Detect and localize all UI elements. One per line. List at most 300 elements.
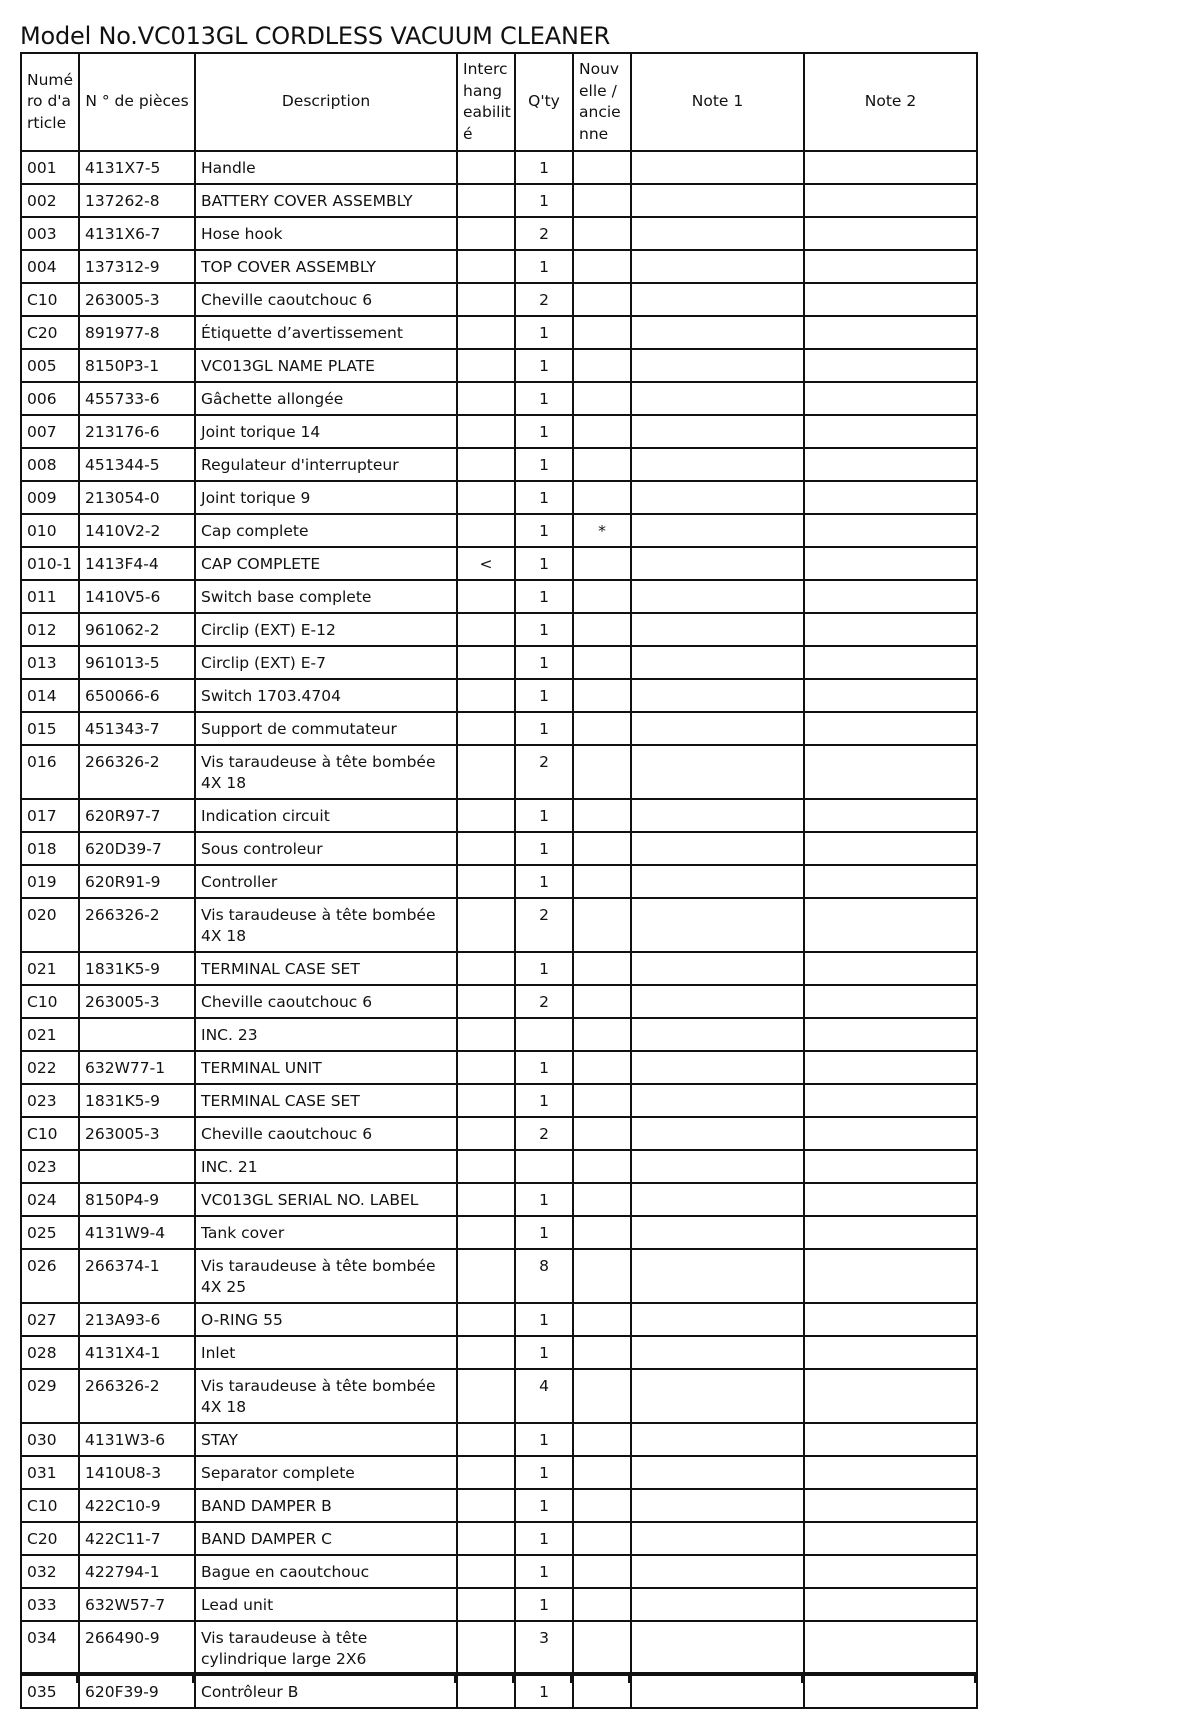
cell-note1	[631, 184, 804, 217]
table-row	[21, 712, 977, 745]
cell-interchangeability	[457, 646, 515, 679]
cell-description: Indication circuit	[195, 799, 457, 832]
cell-note1	[631, 679, 804, 712]
cell-note1	[631, 745, 804, 799]
cell-note1	[631, 481, 804, 514]
cell-description: Vis taraudeuse à tête cylindrique large 2X6	[195, 1621, 457, 1675]
cell-interchangeability	[457, 1183, 515, 1216]
cell-note1	[631, 283, 804, 316]
cell-qty: 1	[515, 316, 573, 349]
col-header-note2: Note 2	[804, 53, 977, 151]
cell-part-no: 1410V2-2	[79, 514, 195, 547]
cell-interchangeability	[457, 151, 515, 184]
cell-part-no: 266490-9	[79, 1621, 195, 1675]
cell-qty: 1	[515, 1489, 573, 1522]
cell-part-no: 8150P3-1	[79, 349, 195, 382]
cell-item-no: C10	[21, 1489, 79, 1522]
cell-item-no: 023	[21, 1150, 79, 1183]
cell-note2	[804, 745, 977, 799]
cell-description: Handle	[195, 151, 457, 184]
cell-part-no: 1410U8-3	[79, 1456, 195, 1489]
cell-new-old	[573, 349, 631, 382]
cell-note2	[804, 952, 977, 985]
col-header-qty: Q'ty	[515, 53, 573, 151]
cell-note2	[804, 832, 977, 865]
cell-new-old	[573, 1150, 631, 1183]
cell-part-no: 422C11-7	[79, 1522, 195, 1555]
cell-item-no: 034	[21, 1621, 79, 1675]
cell-description: STAY	[195, 1423, 457, 1456]
cell-new-old	[573, 952, 631, 985]
cell-note2	[804, 184, 977, 217]
cell-qty: 1	[515, 1216, 573, 1249]
cell-item-no: 018	[21, 832, 79, 865]
cell-qty: 1	[515, 448, 573, 481]
cell-note2	[804, 250, 977, 283]
table-row	[21, 1084, 977, 1117]
cell-new-old	[573, 1117, 631, 1150]
cell-note2	[804, 1456, 977, 1489]
cell-interchangeability	[457, 679, 515, 712]
cell-item-no: 015	[21, 712, 79, 745]
cell-interchangeability	[457, 952, 515, 985]
cell-new-old	[573, 1489, 631, 1522]
cell-new-old	[573, 1423, 631, 1456]
cell-new-old	[573, 1555, 631, 1588]
cell-part-no: 263005-3	[79, 283, 195, 316]
cell-new-old	[573, 448, 631, 481]
cell-description: Sous controleur	[195, 832, 457, 865]
cell-part-no: 263005-3	[79, 985, 195, 1018]
table-row	[21, 1303, 977, 1336]
cell-description: Étiquette d’avertissement	[195, 316, 457, 349]
cell-note1	[631, 349, 804, 382]
table-row	[21, 1456, 977, 1489]
cell-part-no: 632W57-7	[79, 1588, 195, 1621]
cell-description: TOP COVER ASSEMBLY	[195, 250, 457, 283]
cell-new-old	[573, 1249, 631, 1303]
cell-description: BATTERY COVER ASSEMBLY	[195, 184, 457, 217]
cell-note1	[631, 250, 804, 283]
cell-interchangeability	[457, 415, 515, 448]
cell-interchangeability	[457, 250, 515, 283]
cell-qty: 1	[515, 415, 573, 448]
cell-qty: 2	[515, 745, 573, 799]
cell-note2	[804, 679, 977, 712]
cell-part-no: 213A93-6	[79, 1303, 195, 1336]
cell-note1	[631, 1117, 804, 1150]
cell-new-old	[573, 1336, 631, 1369]
cell-new-old	[573, 580, 631, 613]
cell-interchangeability	[457, 898, 515, 952]
cell-description: Vis taraudeuse à tête bombée 4X 18	[195, 745, 457, 799]
cell-item-no: 020	[21, 898, 79, 952]
cell-new-old	[573, 184, 631, 217]
cell-interchangeability	[457, 1018, 515, 1051]
cell-item-no: 001	[21, 151, 79, 184]
cell-item-no: 013	[21, 646, 79, 679]
cell-new-old	[573, 799, 631, 832]
cell-description: TERMINAL CASE SET	[195, 952, 457, 985]
cell-note2	[804, 580, 977, 613]
cell-description: BAND DAMPER B	[195, 1489, 457, 1522]
cell-interchangeability	[457, 184, 515, 217]
cell-interchangeability	[457, 1555, 515, 1588]
cell-description: Separator complete	[195, 1456, 457, 1489]
cell-part-no: 137312-9	[79, 250, 195, 283]
table-row	[21, 1369, 977, 1423]
cell-new-old	[573, 1018, 631, 1051]
cell-item-no: 021	[21, 952, 79, 985]
cell-new-old	[573, 1051, 631, 1084]
cell-description: Lead unit	[195, 1588, 457, 1621]
cell-note2	[804, 646, 977, 679]
cell-note2	[804, 1336, 977, 1369]
cell-note2	[804, 1249, 977, 1303]
cell-description: TERMINAL UNIT	[195, 1051, 457, 1084]
cell-note2	[804, 316, 977, 349]
cell-note1	[631, 415, 804, 448]
cell-item-no: C20	[21, 316, 79, 349]
table-row	[21, 217, 977, 250]
cell-item-no: 035	[21, 1675, 79, 1708]
cell-note1	[631, 1303, 804, 1336]
cell-note2	[804, 865, 977, 898]
table-row	[21, 646, 977, 679]
cell-qty: 1	[515, 1522, 573, 1555]
cell-interchangeability	[457, 1150, 515, 1183]
cell-new-old	[573, 898, 631, 952]
cell-note1	[631, 217, 804, 250]
table-row	[21, 952, 977, 985]
cell-part-no: 266326-2	[79, 1369, 195, 1423]
table-row	[21, 1216, 977, 1249]
cell-qty: 1	[515, 865, 573, 898]
cell-note2	[804, 1018, 977, 1051]
cell-part-no: 620R91-9	[79, 865, 195, 898]
cell-interchangeability	[457, 1216, 515, 1249]
cell-item-no: 014	[21, 679, 79, 712]
cell-new-old	[573, 217, 631, 250]
cell-item-no: 026	[21, 1249, 79, 1303]
table-row	[21, 1117, 977, 1150]
cell-note2	[804, 1150, 977, 1183]
cell-part-no: 4131X6-7	[79, 217, 195, 250]
cell-item-no: 023	[21, 1084, 79, 1117]
cell-item-no: 009	[21, 481, 79, 514]
table-row	[21, 547, 977, 580]
cell-part-no: 455733-6	[79, 382, 195, 415]
cell-qty	[515, 1018, 573, 1051]
cell-note1	[631, 151, 804, 184]
cell-new-old	[573, 1456, 631, 1489]
table-header	[21, 53, 977, 151]
cell-note2	[804, 1183, 977, 1216]
cell-item-no: 022	[21, 1051, 79, 1084]
cell-item-no: 033	[21, 1588, 79, 1621]
cell-note2	[804, 547, 977, 580]
table-row	[21, 832, 977, 865]
table-row	[21, 985, 977, 1018]
cell-item-no: 012	[21, 613, 79, 646]
cell-part-no: 263005-3	[79, 1117, 195, 1150]
cell-part-no: 451343-7	[79, 712, 195, 745]
table-row	[21, 1051, 977, 1084]
cell-new-old: *	[573, 514, 631, 547]
cell-description: Cheville caoutchouc 6	[195, 1117, 457, 1150]
cell-qty: 1	[515, 679, 573, 712]
col-header-part-no: N ° de pièces	[79, 53, 195, 151]
cell-note2	[804, 415, 977, 448]
cell-note2	[804, 1303, 977, 1336]
table-row	[21, 184, 977, 217]
cell-item-no: C20	[21, 1522, 79, 1555]
cell-note1	[631, 1456, 804, 1489]
cell-description: Vis taraudeuse à tête bombée 4X 18	[195, 898, 457, 952]
cell-note2	[804, 514, 977, 547]
cell-new-old	[573, 1303, 631, 1336]
cell-new-old	[573, 1522, 631, 1555]
cell-item-no: 005	[21, 349, 79, 382]
cell-description: Bague en caoutchouc	[195, 1555, 457, 1588]
cell-item-no: C10	[21, 1117, 79, 1150]
cell-interchangeability	[457, 799, 515, 832]
table-row	[21, 1588, 977, 1621]
cell-qty: 1	[515, 952, 573, 985]
cell-new-old	[573, 1621, 631, 1675]
cell-new-old	[573, 1084, 631, 1117]
cell-qty: 1	[515, 184, 573, 217]
cell-new-old	[573, 745, 631, 799]
cell-note2	[804, 382, 977, 415]
table-row	[21, 283, 977, 316]
cell-note1	[631, 1216, 804, 1249]
table-row	[21, 1555, 977, 1588]
cell-note2	[804, 1555, 977, 1588]
cell-note1	[631, 580, 804, 613]
cell-part-no: 632W77-1	[79, 1051, 195, 1084]
cell-qty: 2	[515, 898, 573, 952]
cell-interchangeability	[457, 985, 515, 1018]
cell-new-old	[573, 250, 631, 283]
cell-note2	[804, 898, 977, 952]
cell-part-no: 620R97-7	[79, 799, 195, 832]
cell-part-no: 620D39-7	[79, 832, 195, 865]
cell-note1	[631, 865, 804, 898]
cell-note2	[804, 613, 977, 646]
table-row	[21, 1018, 977, 1051]
table-row	[21, 1423, 977, 1456]
cell-qty: 1	[515, 250, 573, 283]
cell-qty	[515, 1150, 573, 1183]
cell-interchangeability	[457, 1303, 515, 1336]
cell-description: Circlip (EXT) E-7	[195, 646, 457, 679]
cell-note2	[804, 1489, 977, 1522]
col-header-new-old: Nouv elle / ancie nne	[573, 53, 631, 151]
table-row	[21, 151, 977, 184]
cell-item-no: 021	[21, 1018, 79, 1051]
table-row	[21, 1336, 977, 1369]
table-row	[21, 1522, 977, 1555]
cell-part-no	[79, 1150, 195, 1183]
cell-qty: 1	[515, 151, 573, 184]
cell-note1	[631, 1018, 804, 1051]
cell-part-no: 422C10-9	[79, 1489, 195, 1522]
cell-description: INC. 21	[195, 1150, 457, 1183]
cell-note1	[631, 1621, 804, 1675]
table-row	[21, 1621, 977, 1675]
table-row	[21, 679, 977, 712]
cell-new-old	[573, 283, 631, 316]
cell-note1	[631, 382, 804, 415]
cell-note1	[631, 1183, 804, 1216]
cell-note2	[804, 1084, 977, 1117]
cell-note1	[631, 1555, 804, 1588]
cell-item-no: 008	[21, 448, 79, 481]
cell-qty: 1	[515, 514, 573, 547]
cell-item-no: C10	[21, 283, 79, 316]
cell-interchangeability	[457, 349, 515, 382]
cell-note1	[631, 1084, 804, 1117]
cell-item-no: 027	[21, 1303, 79, 1336]
cell-item-no: 029	[21, 1369, 79, 1423]
cell-interchangeability	[457, 832, 515, 865]
cell-part-no: 620F39-9	[79, 1675, 195, 1708]
cell-description: Cap complete	[195, 514, 457, 547]
cell-part-no: 4131W9-4	[79, 1216, 195, 1249]
cell-interchangeability	[457, 712, 515, 745]
cell-note2	[804, 1621, 977, 1675]
table-row	[21, 349, 977, 382]
cell-interchangeability	[457, 1051, 515, 1084]
cell-part-no: 1410V5-6	[79, 580, 195, 613]
cell-part-no: 422794-1	[79, 1555, 195, 1588]
cell-new-old	[573, 712, 631, 745]
cell-note2	[804, 283, 977, 316]
cell-note2	[804, 712, 977, 745]
cell-qty: 1	[515, 1336, 573, 1369]
cell-interchangeability	[457, 1084, 515, 1117]
cell-new-old	[573, 481, 631, 514]
cell-new-old	[573, 382, 631, 415]
cell-note1	[631, 1249, 804, 1303]
cell-description: TERMINAL CASE SET	[195, 1084, 457, 1117]
cell-note1	[631, 1150, 804, 1183]
table-row	[21, 514, 977, 547]
cell-item-no: 024	[21, 1183, 79, 1216]
cell-note1	[631, 712, 804, 745]
cell-new-old	[573, 646, 631, 679]
cell-item-no: 028	[21, 1336, 79, 1369]
cell-note1	[631, 646, 804, 679]
cell-part-no: 4131W3-6	[79, 1423, 195, 1456]
cell-new-old	[573, 316, 631, 349]
cell-interchangeability	[457, 382, 515, 415]
table-row	[21, 448, 977, 481]
cell-interchangeability	[457, 1249, 515, 1303]
cell-note2	[804, 1117, 977, 1150]
cell-qty: 2	[515, 1117, 573, 1150]
cell-description: Tank cover	[195, 1216, 457, 1249]
cell-item-no: 017	[21, 799, 79, 832]
cell-part-no: 213054-0	[79, 481, 195, 514]
table-continuation	[20, 1672, 976, 1683]
cell-item-no: 010	[21, 514, 79, 547]
cell-note1	[631, 613, 804, 646]
cell-note1	[631, 1336, 804, 1369]
cell-note2	[804, 151, 977, 184]
cell-item-no: 003	[21, 217, 79, 250]
cell-part-no: 1831K5-9	[79, 1084, 195, 1117]
cell-part-no: 213176-6	[79, 415, 195, 448]
cell-item-no: 007	[21, 415, 79, 448]
cell-note2	[804, 1369, 977, 1423]
cell-part-no	[79, 1018, 195, 1051]
table-row	[21, 1150, 977, 1183]
cell-interchangeability	[457, 865, 515, 898]
cell-part-no: 4131X7-5	[79, 151, 195, 184]
cell-part-no: 266326-2	[79, 745, 195, 799]
cell-item-no: 016	[21, 745, 79, 799]
cell-part-no: 4131X4-1	[79, 1336, 195, 1369]
cell-interchangeability	[457, 613, 515, 646]
cell-interchangeability	[457, 1369, 515, 1423]
cell-description: CAP COMPLETE	[195, 547, 457, 580]
cell-description: Vis taraudeuse à tête bombée 4X 25	[195, 1249, 457, 1303]
cell-interchangeability	[457, 1336, 515, 1369]
cell-note2	[804, 1216, 977, 1249]
cell-new-old	[573, 151, 631, 184]
cell-interchangeability	[457, 1621, 515, 1675]
cell-description: Cheville caoutchouc 6	[195, 985, 457, 1018]
cell-part-no: 266326-2	[79, 898, 195, 952]
cell-new-old	[573, 1369, 631, 1423]
cell-description: Circlip (EXT) E-12	[195, 613, 457, 646]
cell-description: Controller	[195, 865, 457, 898]
cell-note1	[631, 898, 804, 952]
cell-note1	[631, 799, 804, 832]
cell-interchangeability	[457, 1489, 515, 1522]
cell-note2	[804, 799, 977, 832]
table-row	[21, 382, 977, 415]
table-row	[21, 1183, 977, 1216]
page-title: Model No.VC013GL CORDLESS VACUUM CLEANER	[20, 22, 611, 50]
cell-note2	[804, 1423, 977, 1456]
cell-interchangeability	[457, 514, 515, 547]
cell-description: VC013GL SERIAL NO. LABEL	[195, 1183, 457, 1216]
cell-qty: 1	[515, 580, 573, 613]
cell-part-no: 1413F4-4	[79, 547, 195, 580]
cell-note2	[804, 448, 977, 481]
cell-note1	[631, 952, 804, 985]
cell-qty: 1	[515, 799, 573, 832]
col-header-description: Description	[195, 53, 457, 151]
cell-description: Switch base complete	[195, 580, 457, 613]
cell-part-no: 266374-1	[79, 1249, 195, 1303]
cell-new-old	[573, 985, 631, 1018]
cell-note1	[631, 514, 804, 547]
table-row	[21, 316, 977, 349]
table-body	[21, 151, 977, 1708]
cell-qty: 1	[515, 1588, 573, 1621]
table-row	[21, 250, 977, 283]
cell-note2	[804, 349, 977, 382]
col-header-note1: Note 1	[631, 53, 804, 151]
cell-item-no: 030	[21, 1423, 79, 1456]
cell-qty: 1	[515, 1456, 573, 1489]
table-row	[21, 580, 977, 613]
cell-qty: 1	[515, 349, 573, 382]
